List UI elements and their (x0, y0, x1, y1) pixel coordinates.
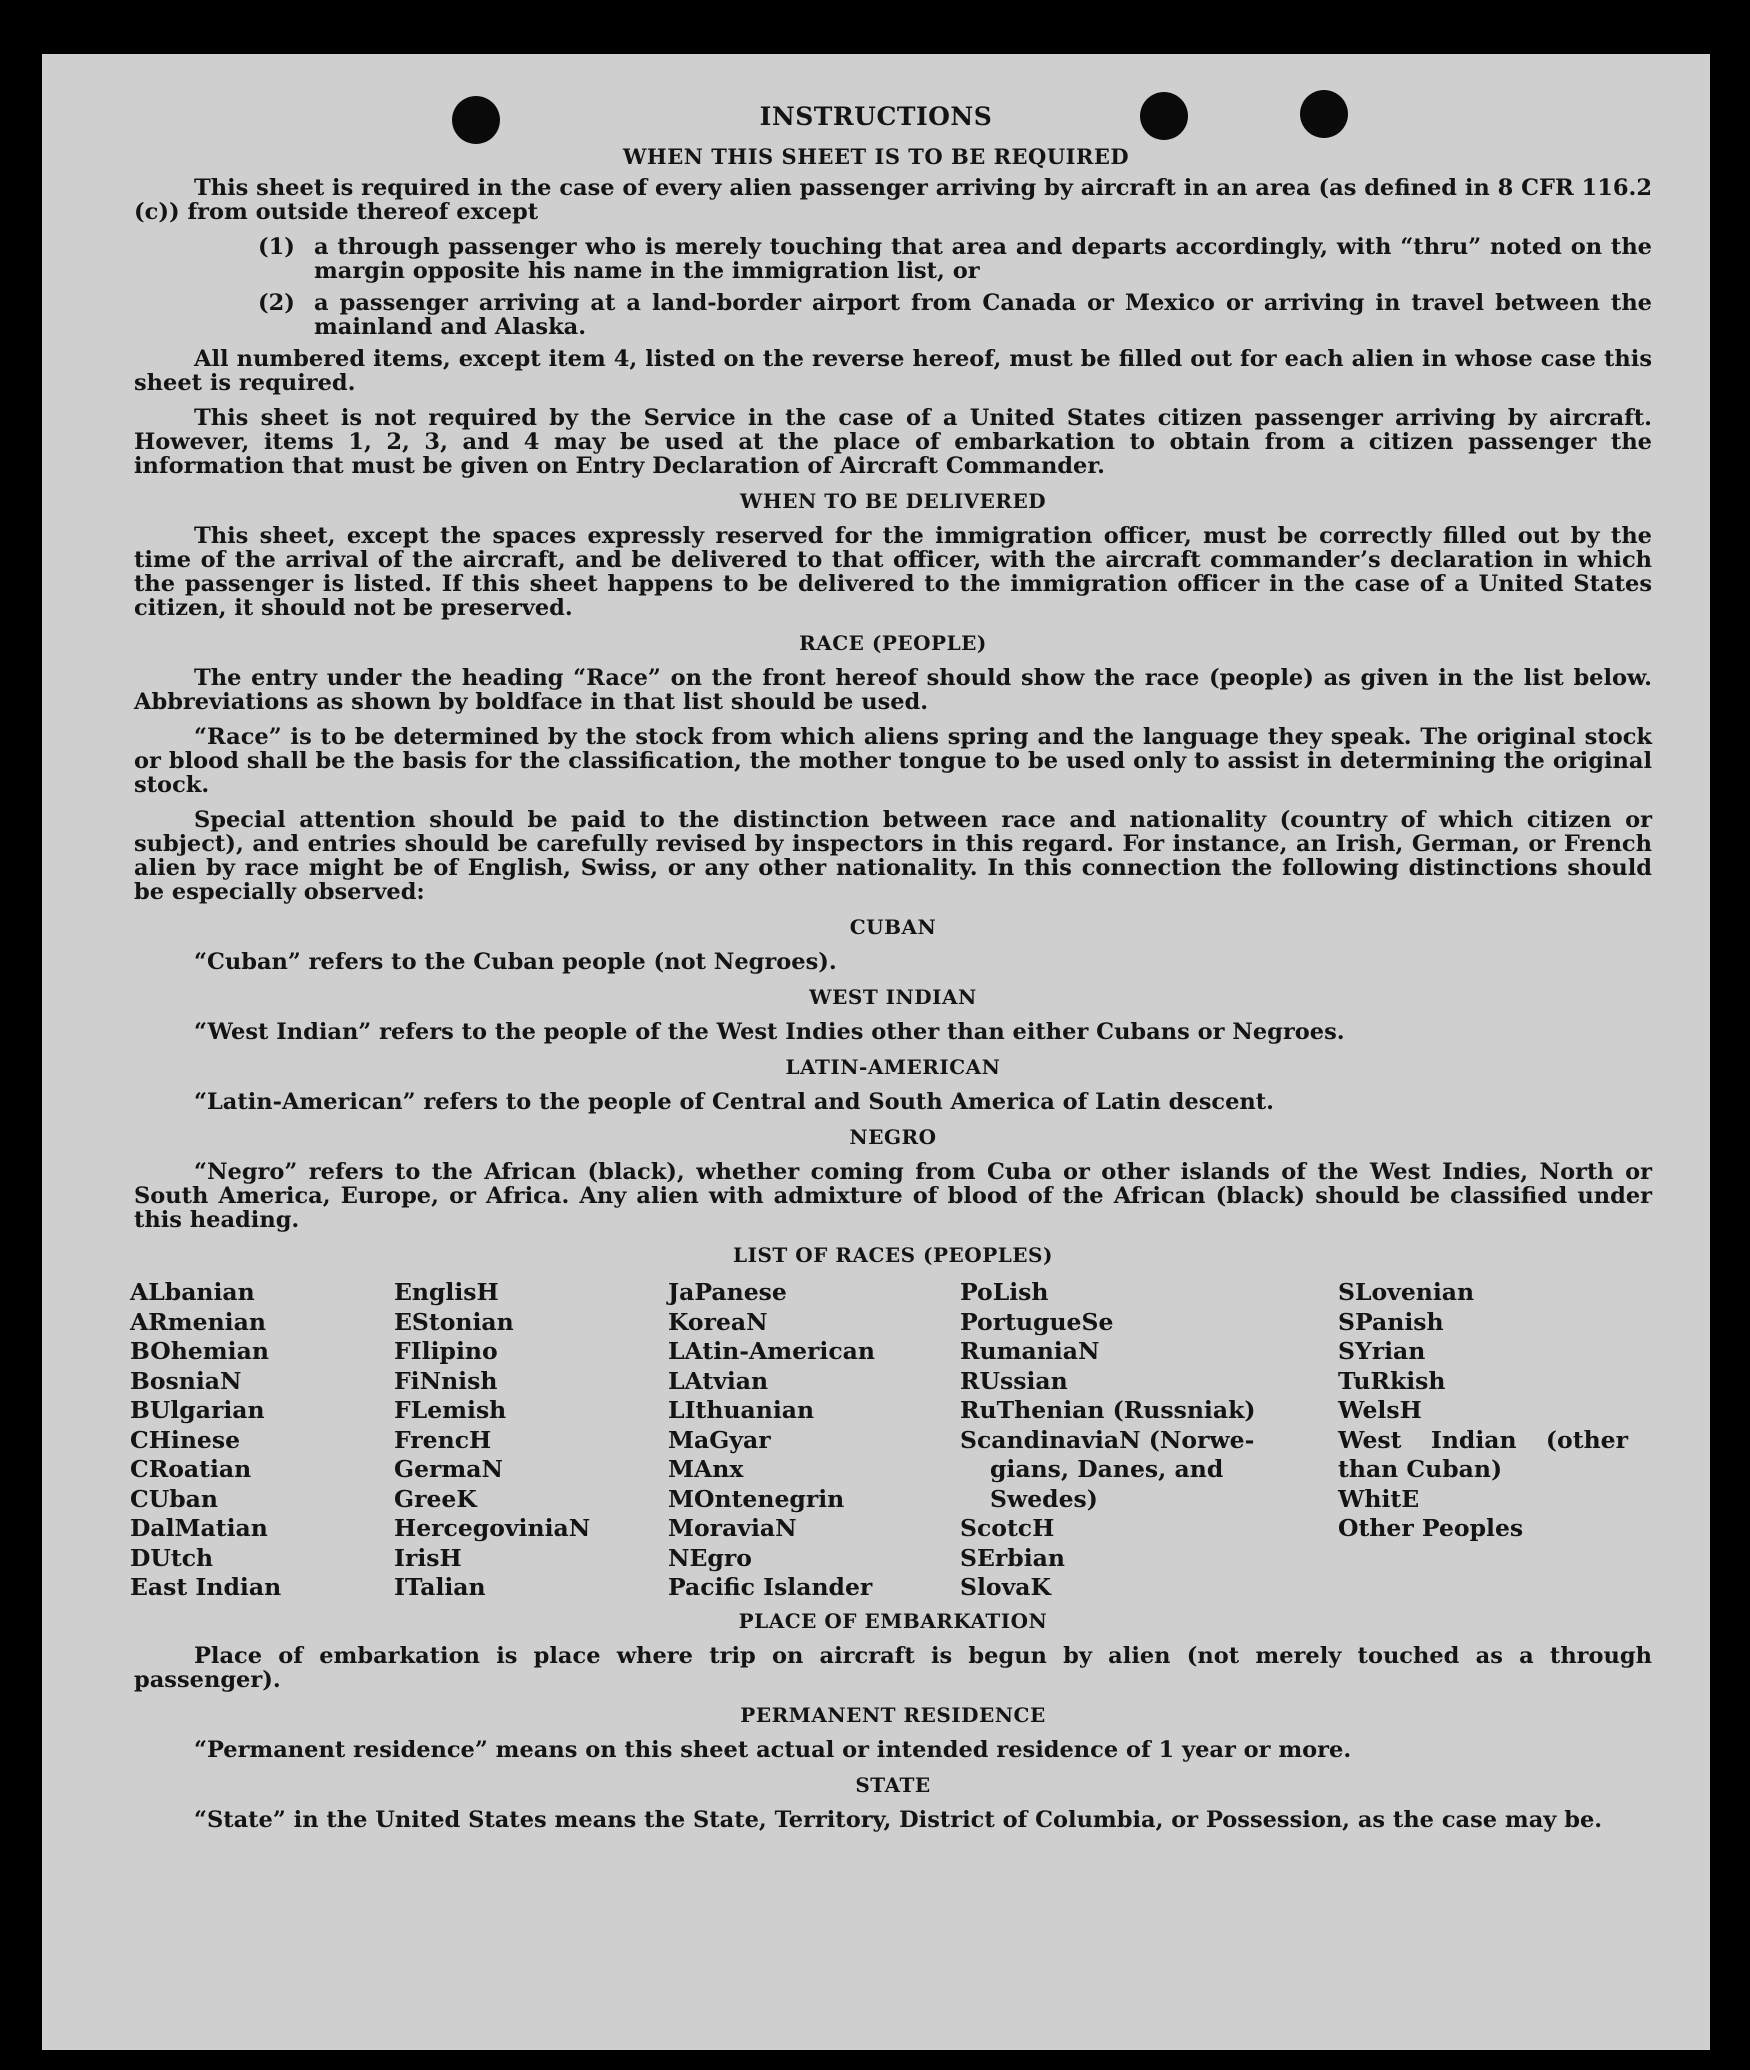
race-entry: MoraviaN (668, 1514, 797, 1542)
delivered-paragraph: This sheet, except the spaces expressly reserved for the immigration officer, must be correctly filled out by the time of the arrival of the aircraft, and be delivered to that officer, with the aircraft commander’s declaration in which the passenger is listed. If this sheet happens to be delivered to the immigration officer in the case of a United States citizen, it should not be preserved. (134, 523, 1652, 621)
race-entry: CUban (130, 1484, 218, 1513)
instruction-sheet (42, 54, 1710, 2050)
race-entry: JaPanese (668, 1278, 787, 1306)
page-title: INSTRUCTIONS (759, 102, 993, 131)
race-entry: CHinese (130, 1425, 241, 1454)
exception-number: (2) (258, 290, 295, 316)
residence-definition: “Permanent residence” means on this sheet actual or intended residence of 1 year or more. (194, 1736, 1352, 1763)
numbered-items-paragraph: All numbered items, except item 4, listed on the reverse hereof, must be filled out for each alien in whose case this sheet is required. (134, 346, 1652, 396)
required-intro: This sheet is required in the case of every alien passenger arriving by aircraft in an area (as defined in 8 CFR 116.2 (c)) from outside thereof except (134, 175, 1652, 225)
race-entry: SYrian (1338, 1337, 1426, 1365)
latin-american-definition: “Latin-American” refers to the people of Central and South America of Latin descent. (194, 1089, 1274, 1115)
race-entry: PoLish (960, 1278, 1049, 1306)
race-entry: RUssian (960, 1366, 1068, 1395)
race-entry-continuation: gians, Danes, and (990, 1455, 1224, 1483)
race-entry: KoreaN (668, 1307, 768, 1336)
embarkation-definition: Place of embarkation is place where trip on aircraft is begun by alien (not merely touched as a through passenger). (134, 1642, 1652, 1693)
race-entry: RumaniaN (960, 1337, 1100, 1365)
race-entry: SlovaK (960, 1573, 1051, 1601)
race-entry: BUlgarian (130, 1396, 265, 1424)
section-heading-race: RACE (PEOPLE) (799, 631, 987, 655)
race-entry: MaGyar (668, 1425, 771, 1454)
race-entry: FiNnish (394, 1366, 498, 1395)
race-entry: TuRkish (1338, 1366, 1446, 1395)
race-entry: WelsH (1338, 1396, 1422, 1424)
exception-item (258, 235, 1652, 283)
race-paragraph: Special attention should be paid to the distinction between race and nationality (country of which citizen or subject), and entries should be carefully revised by inspectors in this regard. For instance, an Irish, German, or French alien by race might be of English, Swiss, or any other nationality. In this connection the following distinctions should be especially observed: (134, 807, 1652, 905)
race-list (130, 1278, 1652, 1603)
section-heading-state: STATE (855, 1772, 931, 1797)
race-entry: FLemish (394, 1396, 507, 1424)
race-entry: LAtvian (668, 1366, 769, 1395)
race-paragraph: The entry under the heading “Race” on the front hereof should show the race (people) as given in the list below. Abbreviations as shown by boldface in that list should be used. (134, 665, 1652, 715)
section-heading-embarkation: PLACE OF EMBARKATION (738, 1608, 1048, 1633)
race-entry: MAnx (668, 1455, 744, 1483)
race-entry: Pacific Islander (668, 1573, 873, 1601)
race-entry: ScandinaviaN (Norwe- (960, 1425, 1255, 1454)
race-entry: DUtch (130, 1543, 214, 1572)
cuban-definition: “Cuban” refers to the Cuban people (not Negroes). (194, 949, 837, 975)
race-entry: BosniaN (130, 1366, 242, 1395)
race-entry: NEgro (668, 1543, 752, 1572)
west-indian-definition: “West Indian” refers to the people of the West Indies other than either Cubans or Negroes. (194, 1019, 1345, 1045)
race-entry: FIlipino (394, 1337, 498, 1365)
race-column (1338, 1278, 1628, 1603)
section-heading-required: WHEN THIS SHEET IS TO BE REQUIRED (622, 144, 1130, 169)
race-entry: GermaN (394, 1455, 503, 1483)
race-column (394, 1278, 668, 1603)
negro-definition: “Negro” refers to the African (black), whether coming from Cuba or other islands of the West Indies, North or South America, Europe, or Africa. Any alien with admixture of blood of the African (black) should be classified under this heading. (134, 1159, 1652, 1233)
race-entry: West Indian (other than Cuban) (1338, 1425, 1628, 1483)
race-entry: SLovenian (1338, 1278, 1475, 1306)
race-column (130, 1278, 394, 1603)
race-entry: East Indian (130, 1573, 282, 1601)
race-column (668, 1278, 960, 1603)
race-entry: ITalian (394, 1573, 486, 1601)
section-heading-latin-american: LATIN-AMERICAN (785, 1055, 1001, 1079)
race-entry: ARmenian (130, 1307, 266, 1336)
instructions-body (130, 175, 1652, 1843)
race-entry: BOhemian (130, 1337, 269, 1365)
exception-number: (1) (258, 234, 295, 260)
race-entry: FrencH (394, 1425, 492, 1454)
race-entry: GreeK (394, 1484, 477, 1513)
race-entry: PortugueSe (960, 1307, 1114, 1336)
race-entry: HercegoviniaN (394, 1514, 591, 1542)
race-entry: EStonian (394, 1307, 514, 1336)
exception-item (258, 291, 1652, 339)
race-entry: EnglisH (394, 1278, 499, 1306)
citizen-paragraph: This sheet is not required by the Service in the case of a United States citizen passenger arriving by aircraft. However, items 1, 2, 3, and 4 may be used at the place of embarkation to obtain from a citizen passenger the information that must be given on Entry Declaration of Aircraft Commander. (134, 405, 1652, 479)
race-entry: LIthuanian (668, 1396, 815, 1424)
section-heading-negro: NEGRO (849, 1125, 937, 1149)
race-entry: MOntenegrin (668, 1484, 845, 1513)
section-heading-cuban: CUBAN (849, 915, 937, 939)
race-entry: DalMatian (130, 1514, 268, 1542)
section-heading-delivered: WHEN TO BE DELIVERED (739, 489, 1047, 513)
section-heading-list-of-races: LIST OF RACES (PEOPLES) (733, 1243, 1053, 1267)
race-entry: Other Peoples (1338, 1514, 1524, 1542)
race-entry: IrisH (394, 1543, 462, 1572)
exception-text: a passenger arriving at a land-border airport from Canada or Mexico or arriving in travel between the mainland and Alaska. (314, 290, 1652, 340)
section-heading-residence: PERMANENT RESIDENCE (740, 1702, 1046, 1727)
race-paragraph: “Race” is to be determined by the stock from which aliens spring and the language they speak. The original stock or blood shall be the basis for the classification, the mother tongue to be used only to assist in determining the original stock. (134, 724, 1652, 798)
exception-text: a through passenger who is merely touching that area and departs accordingly, with “thru” noted on the margin opposite his name in the immigration list, or (314, 234, 1652, 284)
race-entry: RuThenian (Russniak) (960, 1396, 1256, 1424)
race-entry: SErbian (960, 1543, 1065, 1572)
race-entry: ScotcH (960, 1514, 1055, 1542)
race-column (960, 1278, 1338, 1603)
race-entry: CRoatian (130, 1455, 252, 1483)
section-heading-west-indian: WEST INDIAN (809, 985, 977, 1009)
state-definition: “State” in the United States means the State, Territory, District of Columbia, or Possession, as the case may be. (194, 1806, 1603, 1833)
race-entry: LAtin-American (668, 1337, 875, 1365)
race-entry: ALbanian (130, 1278, 255, 1306)
race-entry-continuation: Swedes) (990, 1484, 1098, 1513)
race-entry: WhitE (1338, 1484, 1420, 1513)
race-entry: SPanish (1338, 1307, 1444, 1336)
